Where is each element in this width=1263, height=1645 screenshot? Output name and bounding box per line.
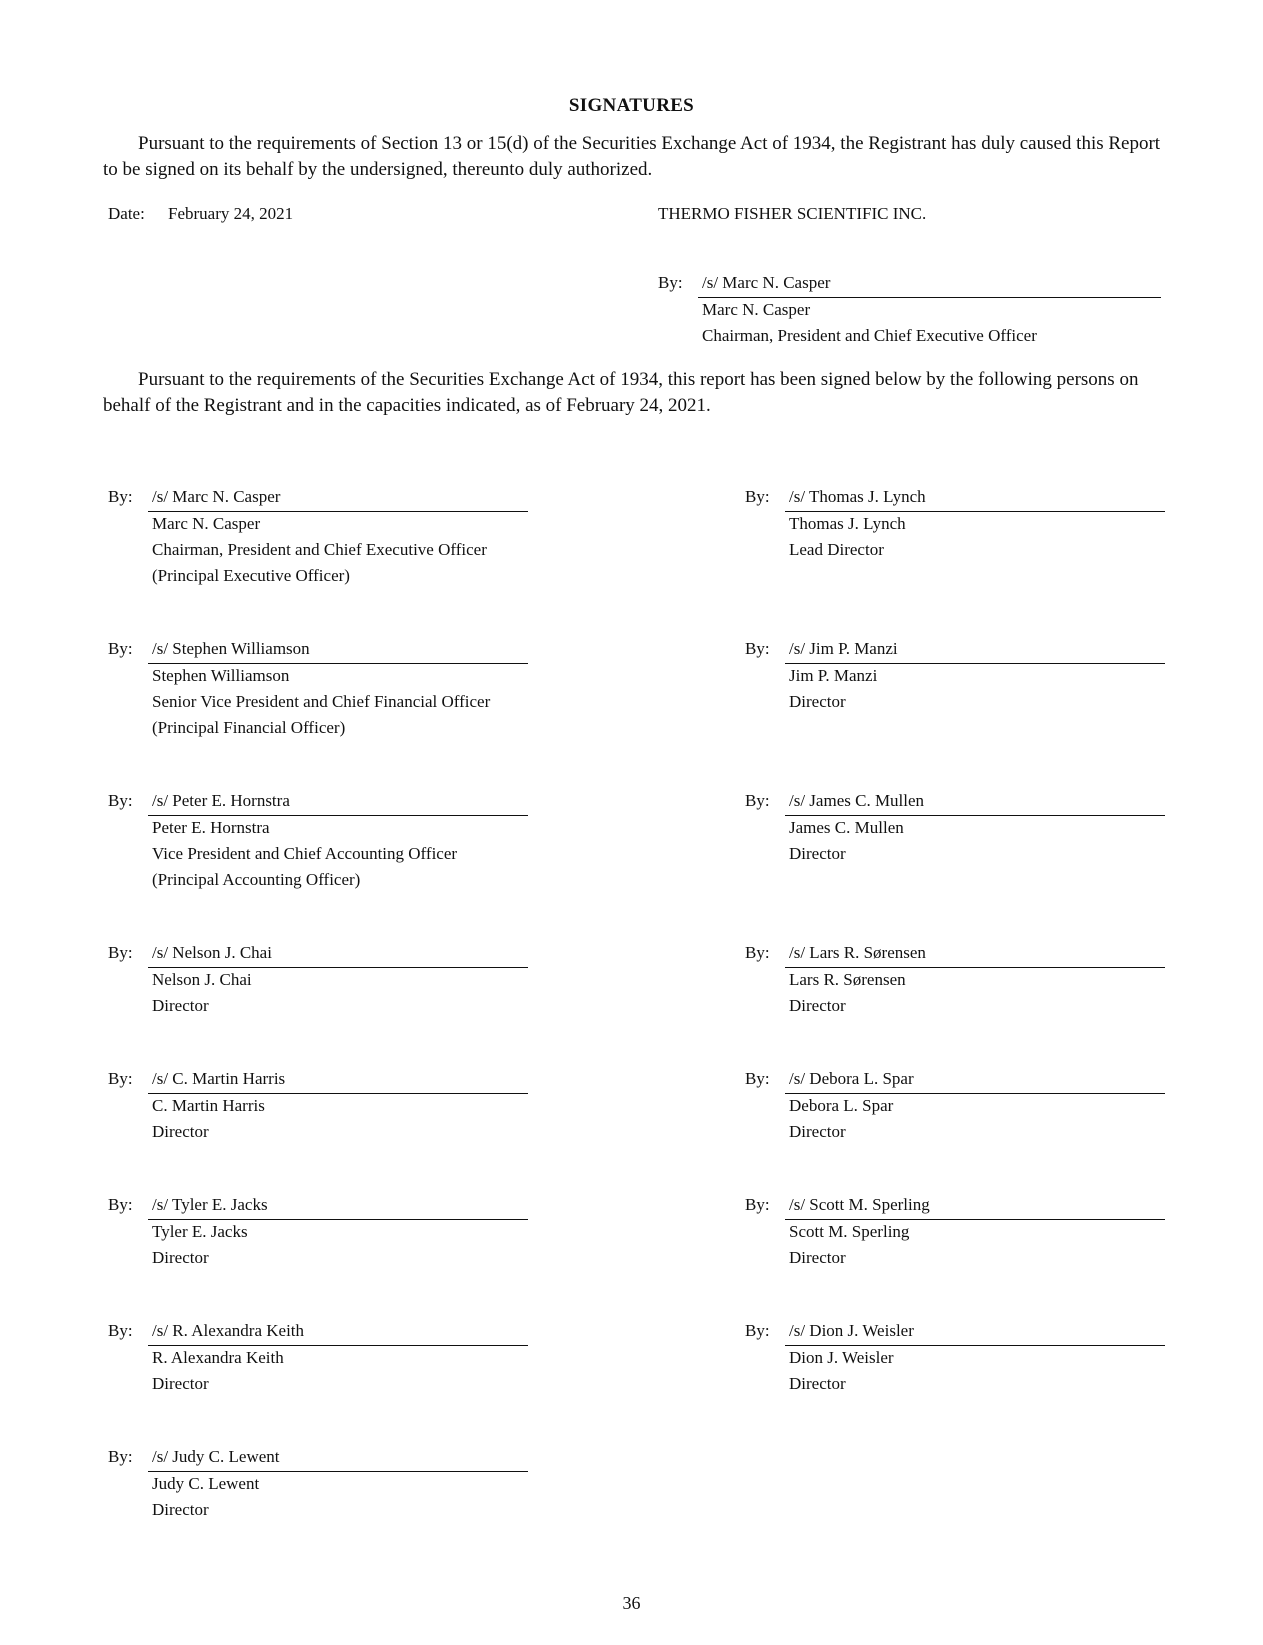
signer-name: Debora L. Spar bbox=[789, 1096, 894, 1115]
company-name: THERMO FISHER SCIENTIFIC INC. bbox=[658, 204, 927, 223]
signer-name: James C. Mullen bbox=[789, 818, 904, 837]
signature: /s/ James C. Mullen bbox=[789, 791, 925, 810]
by-label: By: bbox=[108, 1069, 133, 1088]
signer-name: Peter E. Hornstra bbox=[152, 818, 270, 837]
signer-name: Marc N. Casper bbox=[152, 514, 261, 533]
signer-name: Judy C. Lewent bbox=[152, 1474, 260, 1493]
signer-title: Director bbox=[152, 1374, 209, 1393]
signature-line bbox=[698, 273, 1161, 298]
signer-name: Dion J. Weisler bbox=[789, 1348, 894, 1367]
signer-capacity: (Principal Financial Officer) bbox=[152, 718, 346, 737]
by-label: By: bbox=[108, 1321, 133, 1340]
by-label: By: bbox=[745, 1321, 770, 1340]
by-label: By: bbox=[108, 487, 133, 506]
signer-title: Director bbox=[789, 1122, 846, 1141]
signature: /s/ Scott M. Sperling bbox=[789, 1195, 930, 1214]
by-label: By: bbox=[108, 943, 133, 962]
signature: /s/ Debora L. Spar bbox=[789, 1069, 914, 1088]
signer-capacity: (Principal Executive Officer) bbox=[152, 566, 350, 585]
signer-title: Director bbox=[789, 844, 846, 863]
signer-name: R. Alexandra Keith bbox=[152, 1348, 284, 1367]
signer-title: Director bbox=[789, 692, 846, 711]
by-label: By: bbox=[745, 943, 770, 962]
signature: /s/ C. Martin Harris bbox=[152, 1069, 286, 1088]
signature: /s/ Jim P. Manzi bbox=[789, 639, 898, 658]
signer-title: Director bbox=[789, 996, 846, 1015]
by-label: By: bbox=[745, 1069, 770, 1088]
signature-line bbox=[148, 639, 528, 664]
signer-title: Chairman, President and Chief Executive Officer bbox=[152, 540, 487, 559]
signer-title: Director bbox=[152, 996, 209, 1015]
signature-line bbox=[148, 943, 528, 968]
signature: /s/ R. Alexandra Keith bbox=[152, 1321, 305, 1340]
signature-line bbox=[148, 1195, 528, 1220]
by-label: By: bbox=[658, 273, 683, 292]
signer-title: Director bbox=[789, 1248, 846, 1267]
signature-line bbox=[785, 1069, 1165, 1094]
signer-name: Tyler E. Jacks bbox=[152, 1222, 248, 1241]
signer-title: Director bbox=[152, 1122, 209, 1141]
date-label: Date: bbox=[108, 204, 145, 223]
by-label: By: bbox=[108, 791, 133, 810]
date-value: February 24, 2021 bbox=[168, 204, 294, 223]
signature: /s/ Nelson J. Chai bbox=[152, 943, 272, 962]
signature: /s/ Peter E. Hornstra bbox=[152, 791, 290, 810]
by-label: By: bbox=[745, 639, 770, 658]
signer-capacity: (Principal Accounting Officer) bbox=[152, 870, 361, 889]
signature-line bbox=[148, 487, 528, 512]
by-label: By: bbox=[108, 1447, 133, 1466]
page-title: SIGNATURES bbox=[568, 95, 695, 116]
signer-name: Stephen Williamson bbox=[152, 666, 290, 685]
signer-name: Marc N. Casper bbox=[702, 300, 811, 319]
signer-name: Nelson J. Chai bbox=[152, 970, 252, 989]
signer-title: Director bbox=[152, 1248, 209, 1267]
by-label: By: bbox=[745, 791, 770, 810]
signer-name: C. Martin Harris bbox=[152, 1096, 265, 1115]
signature-line bbox=[785, 943, 1165, 968]
signature: /s/ Marc N. Casper bbox=[702, 273, 831, 292]
signature: /s/ Lars R. Sørensen bbox=[789, 943, 926, 962]
signer-title: Vice President and Chief Accounting Officer bbox=[152, 844, 458, 863]
signature: /s/ Dion J. Weisler bbox=[789, 1321, 914, 1340]
by-label: By: bbox=[745, 1195, 770, 1214]
signature-line bbox=[148, 1069, 528, 1094]
signer-name: Thomas J. Lynch bbox=[789, 514, 906, 533]
signature-line bbox=[148, 1447, 528, 1472]
signature: /s/ Thomas J. Lynch bbox=[789, 487, 926, 506]
signer-title: Director bbox=[789, 1374, 846, 1393]
signature-line bbox=[785, 791, 1165, 816]
page-number: 36 bbox=[622, 1593, 641, 1613]
signature: /s/ Stephen Williamson bbox=[152, 639, 310, 658]
by-label: By: bbox=[745, 487, 770, 506]
signer-title: Lead Director bbox=[789, 540, 884, 559]
signature-line bbox=[785, 1195, 1165, 1220]
signer-name: Jim P. Manzi bbox=[789, 666, 878, 685]
signature: /s/ Tyler E. Jacks bbox=[152, 1195, 268, 1214]
signer-title: Senior Vice President and Chief Financial Officer bbox=[152, 692, 491, 711]
signature-line bbox=[785, 639, 1165, 664]
signature: /s/ Judy C. Lewent bbox=[152, 1447, 280, 1466]
signer-title: Director bbox=[152, 1500, 209, 1519]
by-label: By: bbox=[108, 639, 133, 658]
capacities-paragraph: Pursuant to the requirements of the Securities Exchange Act of 1934, this report has been signed below by the following persons on behalf of the Registrant and in the capacities indicated, as of February 24, 2021. bbox=[103, 369, 1139, 416]
signer-name: Scott M. Sperling bbox=[789, 1222, 910, 1241]
signature-line bbox=[785, 487, 1165, 512]
signature-line bbox=[148, 791, 528, 816]
signature: /s/ Marc N. Casper bbox=[152, 487, 281, 506]
signer-title: Chairman, President and Chief Executive Officer bbox=[702, 326, 1037, 345]
authorization-paragraph: Pursuant to the requirements of Section 13 or 15(d) of the Securities Exchange Act of 1934, the Registrant has duly caused this Report to be signed on its behalf by the undersigned, thereunto duly authorized. bbox=[103, 133, 1161, 180]
by-label: By: bbox=[108, 1195, 133, 1214]
signer-name: Lars R. Sørensen bbox=[789, 970, 906, 989]
signature-line bbox=[148, 1321, 528, 1346]
signature-line bbox=[785, 1321, 1165, 1346]
